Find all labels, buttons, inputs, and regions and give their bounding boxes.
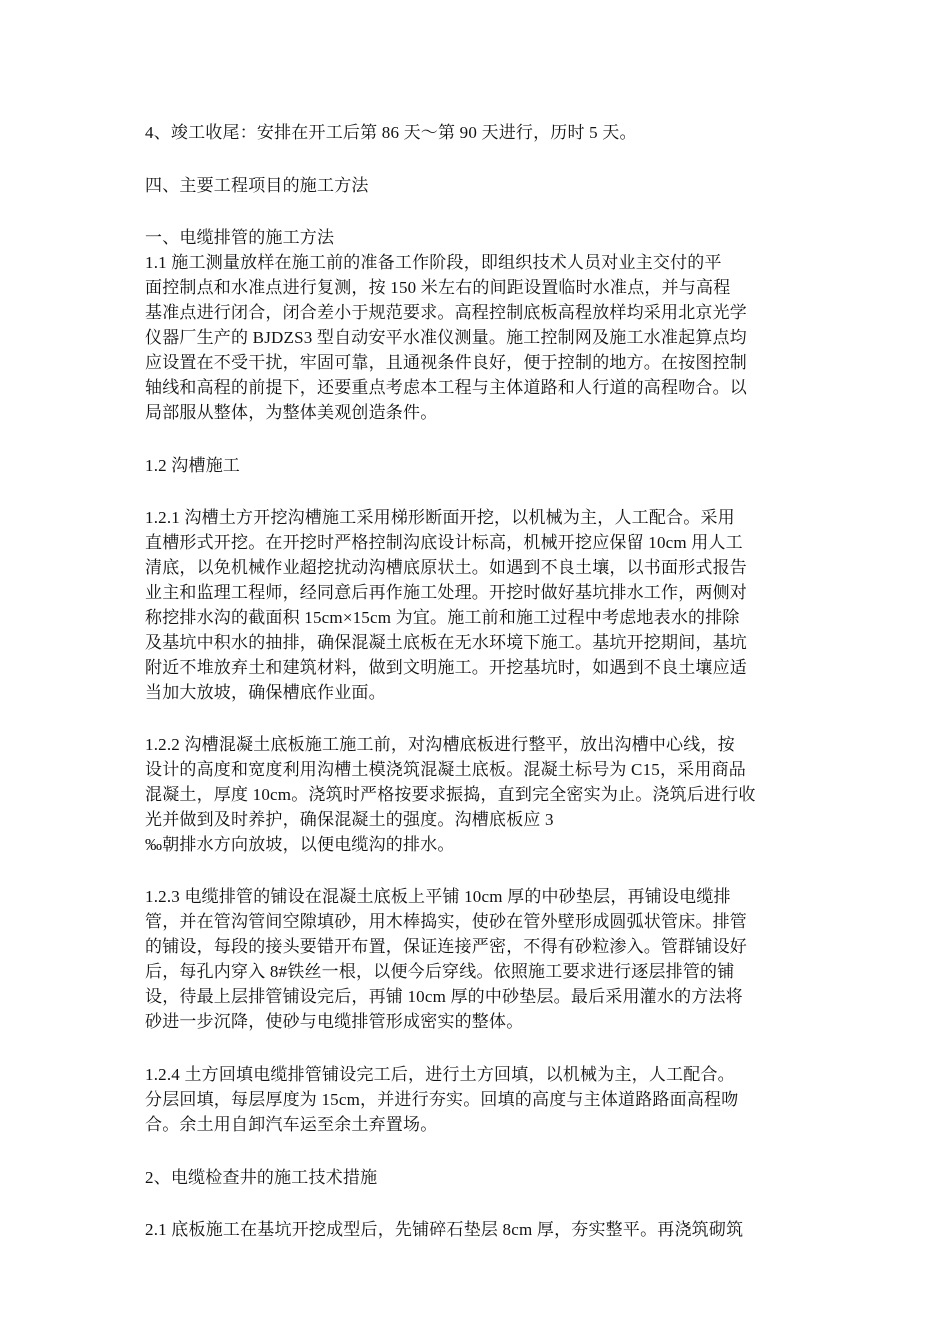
section-heading-cable-duct: 一、电缆排管的施工方法: [145, 228, 335, 247]
paragraph-line: 1.2.4 土方回填电缆排管铺设完工后，进行土方回填，以机械为主，人工配合。: [145, 1065, 735, 1084]
paragraph-line: 仪器厂生产的 BJDZS3 型自动安平水准仪测量。施工控制网及施工水准起算点均: [145, 328, 747, 347]
paragraph-line: 清底，以免机械作业超挖扰动沟槽底原状土。如遇到不良土壤，以书面形式报告: [145, 558, 747, 577]
paragraph-line: 分层回填，每层厚度为 15cm，并进行夯实。回填的高度与主体道路路面高程吻: [145, 1090, 739, 1109]
paragraph-line: 混凝土，厚度 10cm。浇筑时严格按要求振捣，直到完全密实为止。浇筑后进行收: [145, 785, 756, 804]
section-heading-inspection-well: 2、电缆检查井的施工技术措施: [145, 1168, 378, 1187]
paragraph-line: 管，并在管沟管间空隙填砂，用木棒捣实，使砂在管外壁形成圆弧状管床。排管: [145, 912, 747, 931]
paragraph-line: 应设置在不受干扰，牢固可靠，且通视条件良好，便于控制的地方。在按图控制: [145, 353, 747, 372]
paragraph-line: 1.2.3 电缆排管的铺设在混凝土底板上平铺 10cm 厚的中砂垫层，再铺设电缆排: [145, 887, 731, 906]
paragraph-line: 1.2.1 沟槽土方开挖沟槽施工采用梯形断面开挖，以机械为主，人工配合。采用: [145, 508, 735, 527]
subsection-heading-trench: 1.2 沟槽施工: [145, 456, 241, 475]
paragraph-line: 称挖排水沟的截面积 15cm×15cm 为宜。施工前和施工过程中考虑地表水的排除: [145, 608, 740, 627]
paragraph-line: 面控制点和水准点进行复测，按 150 米左右的间距设置临时水准点，并与高程: [145, 278, 731, 297]
paragraph-line: 光并做到及时养护，确保混凝土的强度。沟槽底板应 3: [145, 810, 554, 829]
completion-schedule-line: 4、竣工收尾：安排在开工后第 86 天～第 90 天进行，历时 5 天。: [145, 123, 637, 142]
paragraph-line: 1.1 施工测量放样在施工前的准备工作阶段，即组织技术人员对业主交付的平: [145, 253, 722, 272]
paragraph-line: 合。余土用自卸汽车运至余土弃置场。: [145, 1115, 438, 1134]
paragraph-line: 局部服从整体，为整体美观创造条件。: [145, 403, 438, 422]
paragraph-line: 后，每孔内穿入 8#铁丝一根，以便今后穿线。依照施工要求进行逐层排管的铺: [145, 962, 735, 981]
paragraph-line: 业主和监理工程师，经同意后再作施工处理。开挖时做好基坑排水工作，两侧对: [145, 583, 747, 602]
paragraph-line: 轴线和高程的前提下，还要重点考虑本工程与主体道路和人行道的高程吻合。以: [145, 378, 747, 397]
section-heading-main-methods: 四、主要工程项目的施工方法: [145, 176, 369, 195]
paragraph-line: 基准点进行闭合，闭合差小于规范要求。高程控制底板高程放样均采用北京光学: [145, 303, 747, 322]
paragraph-line: 直槽形式开挖。在开挖时严格控制沟底设计标高，机械开挖应保留 10cm 用人工: [145, 533, 743, 552]
paragraph-2-1-base-slab: 2.1 底板施工在基坑开挖成型后，先铺碎石垫层 8cm 厚，夯实整平。再浇筑砌筑: [145, 1220, 744, 1239]
paragraph-line: ‰朝排水方向放坡，以便电缆沟的排水。: [145, 835, 455, 854]
paragraph-line: 的铺设，每段的接头要错开布置，保证连接严密，不得有砂粒渗入。管群铺设好: [145, 937, 747, 956]
paragraph-line: 当加大放坡，确保槽底作业面。: [145, 683, 386, 702]
paragraph-line: 设计的高度和宽度利用沟槽土模浇筑混凝土底板。混凝土标号为 C15，采用商品: [145, 760, 746, 779]
paragraph-line: 砂进一步沉降，使砂与电缆排管形成密实的整体。: [145, 1012, 524, 1031]
paragraph-line: 及基坑中积水的抽排，确保混凝土底板在无水环境下施工。基坑开挖期间，基坑: [145, 633, 747, 652]
paragraph-line: 1.2.2 沟槽混凝土底板施工施工前，对沟槽底板进行整平，放出沟槽中心线，按: [145, 735, 735, 754]
paragraph-line: 附近不堆放弃土和建筑材料，做到文明施工。开挖基坑时，如遇到不良土壤应适: [145, 658, 747, 677]
paragraph-line: 设，待最上层排管铺设完后，再铺 10cm 厚的中砂垫层。最后采用灌水的方法将: [145, 987, 743, 1006]
